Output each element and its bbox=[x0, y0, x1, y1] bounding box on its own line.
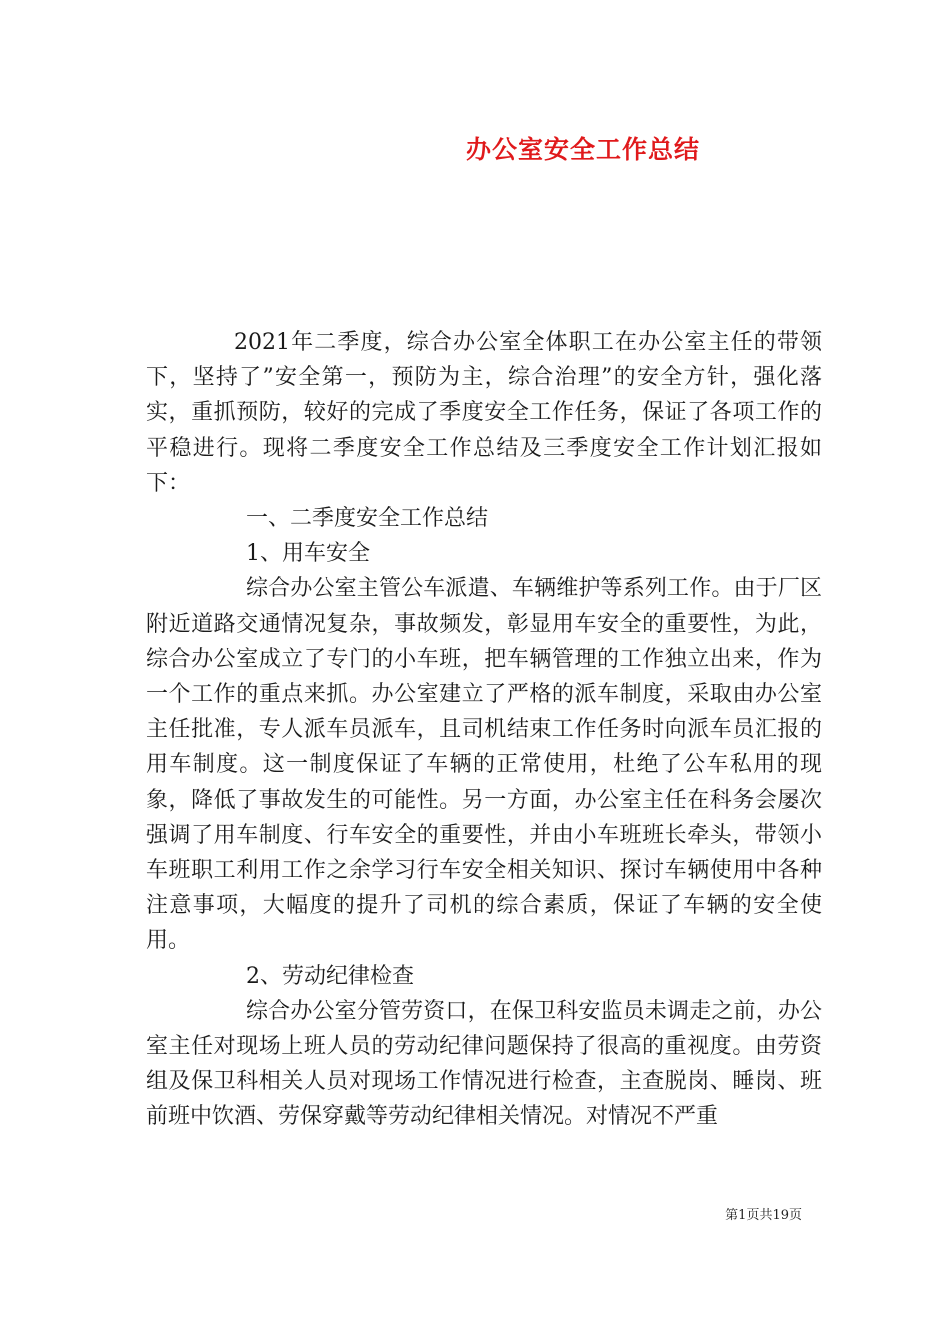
document-title: 办公室安全工作总结 bbox=[465, 135, 700, 164]
subsection-heading-labor-discipline: 2、劳动纪律检查 bbox=[246, 963, 414, 989]
vehicle-safety-paragraph: 综合办公室主管公车派遣、车辆维护等系列工作。由于厂区附近道路交通情况复杂，事故频发，彰显用车安全的重要性，为此，综合办公室成立了专门的小车班，把车辆管理的工作独立出来，作为一个工作的重点来抓。办公室建立了严格的派车制度，采取由办公室主任批准，专人派车员派车，且司机结束工作任务时向派车员汇报的用车制度。这一制度保证了车辆的正常使用，杜绝了公车私用的现象，降低了事故发生的可能性。另一方面，办公室主任在科务会屡次强调了用车制度、行车安全的重要性，并由小车班班长牵头，带领小车班职工利用工作之余学习行车安全相关知识、探讨车辆使用中各种注意事项，大幅度的提升了司机的综合素质，保证了车辆的安全使用。 bbox=[146, 576, 822, 954]
intro-paragraph: 2021年二季度，综合办公室全体职工在办公室主任的带领下，坚持了”安全第一，预防为主，综合治理”的安全方针，强化落实，重抓预防，较好的完成了季度安全工作任务，保证了各项工作的平稳进行。现将二季度安全工作总结及三季度安全工作计划汇报如下： bbox=[146, 330, 822, 496]
subsection-heading-vehicle-safety: 1、用车安全 bbox=[246, 541, 370, 567]
labor-discipline-paragraph: 综合办公室分管劳资口，在保卫科安监员未调走之前，办公室主任对现场上班人员的劳动纪律问题保持了很高的重视度。由劳资组及保卫科相关人员对现场工作情况进行检查，主查脱岗、睡岗、班前班中饮酒、劳保穿戴等劳动纪律相关情况。对情况不严重 bbox=[146, 998, 822, 1130]
page-number: 第1页共19页 bbox=[725, 1208, 802, 1223]
section-heading: 一、二季度安全工作总结 bbox=[246, 506, 489, 532]
document-body bbox=[146, 325, 822, 1135]
